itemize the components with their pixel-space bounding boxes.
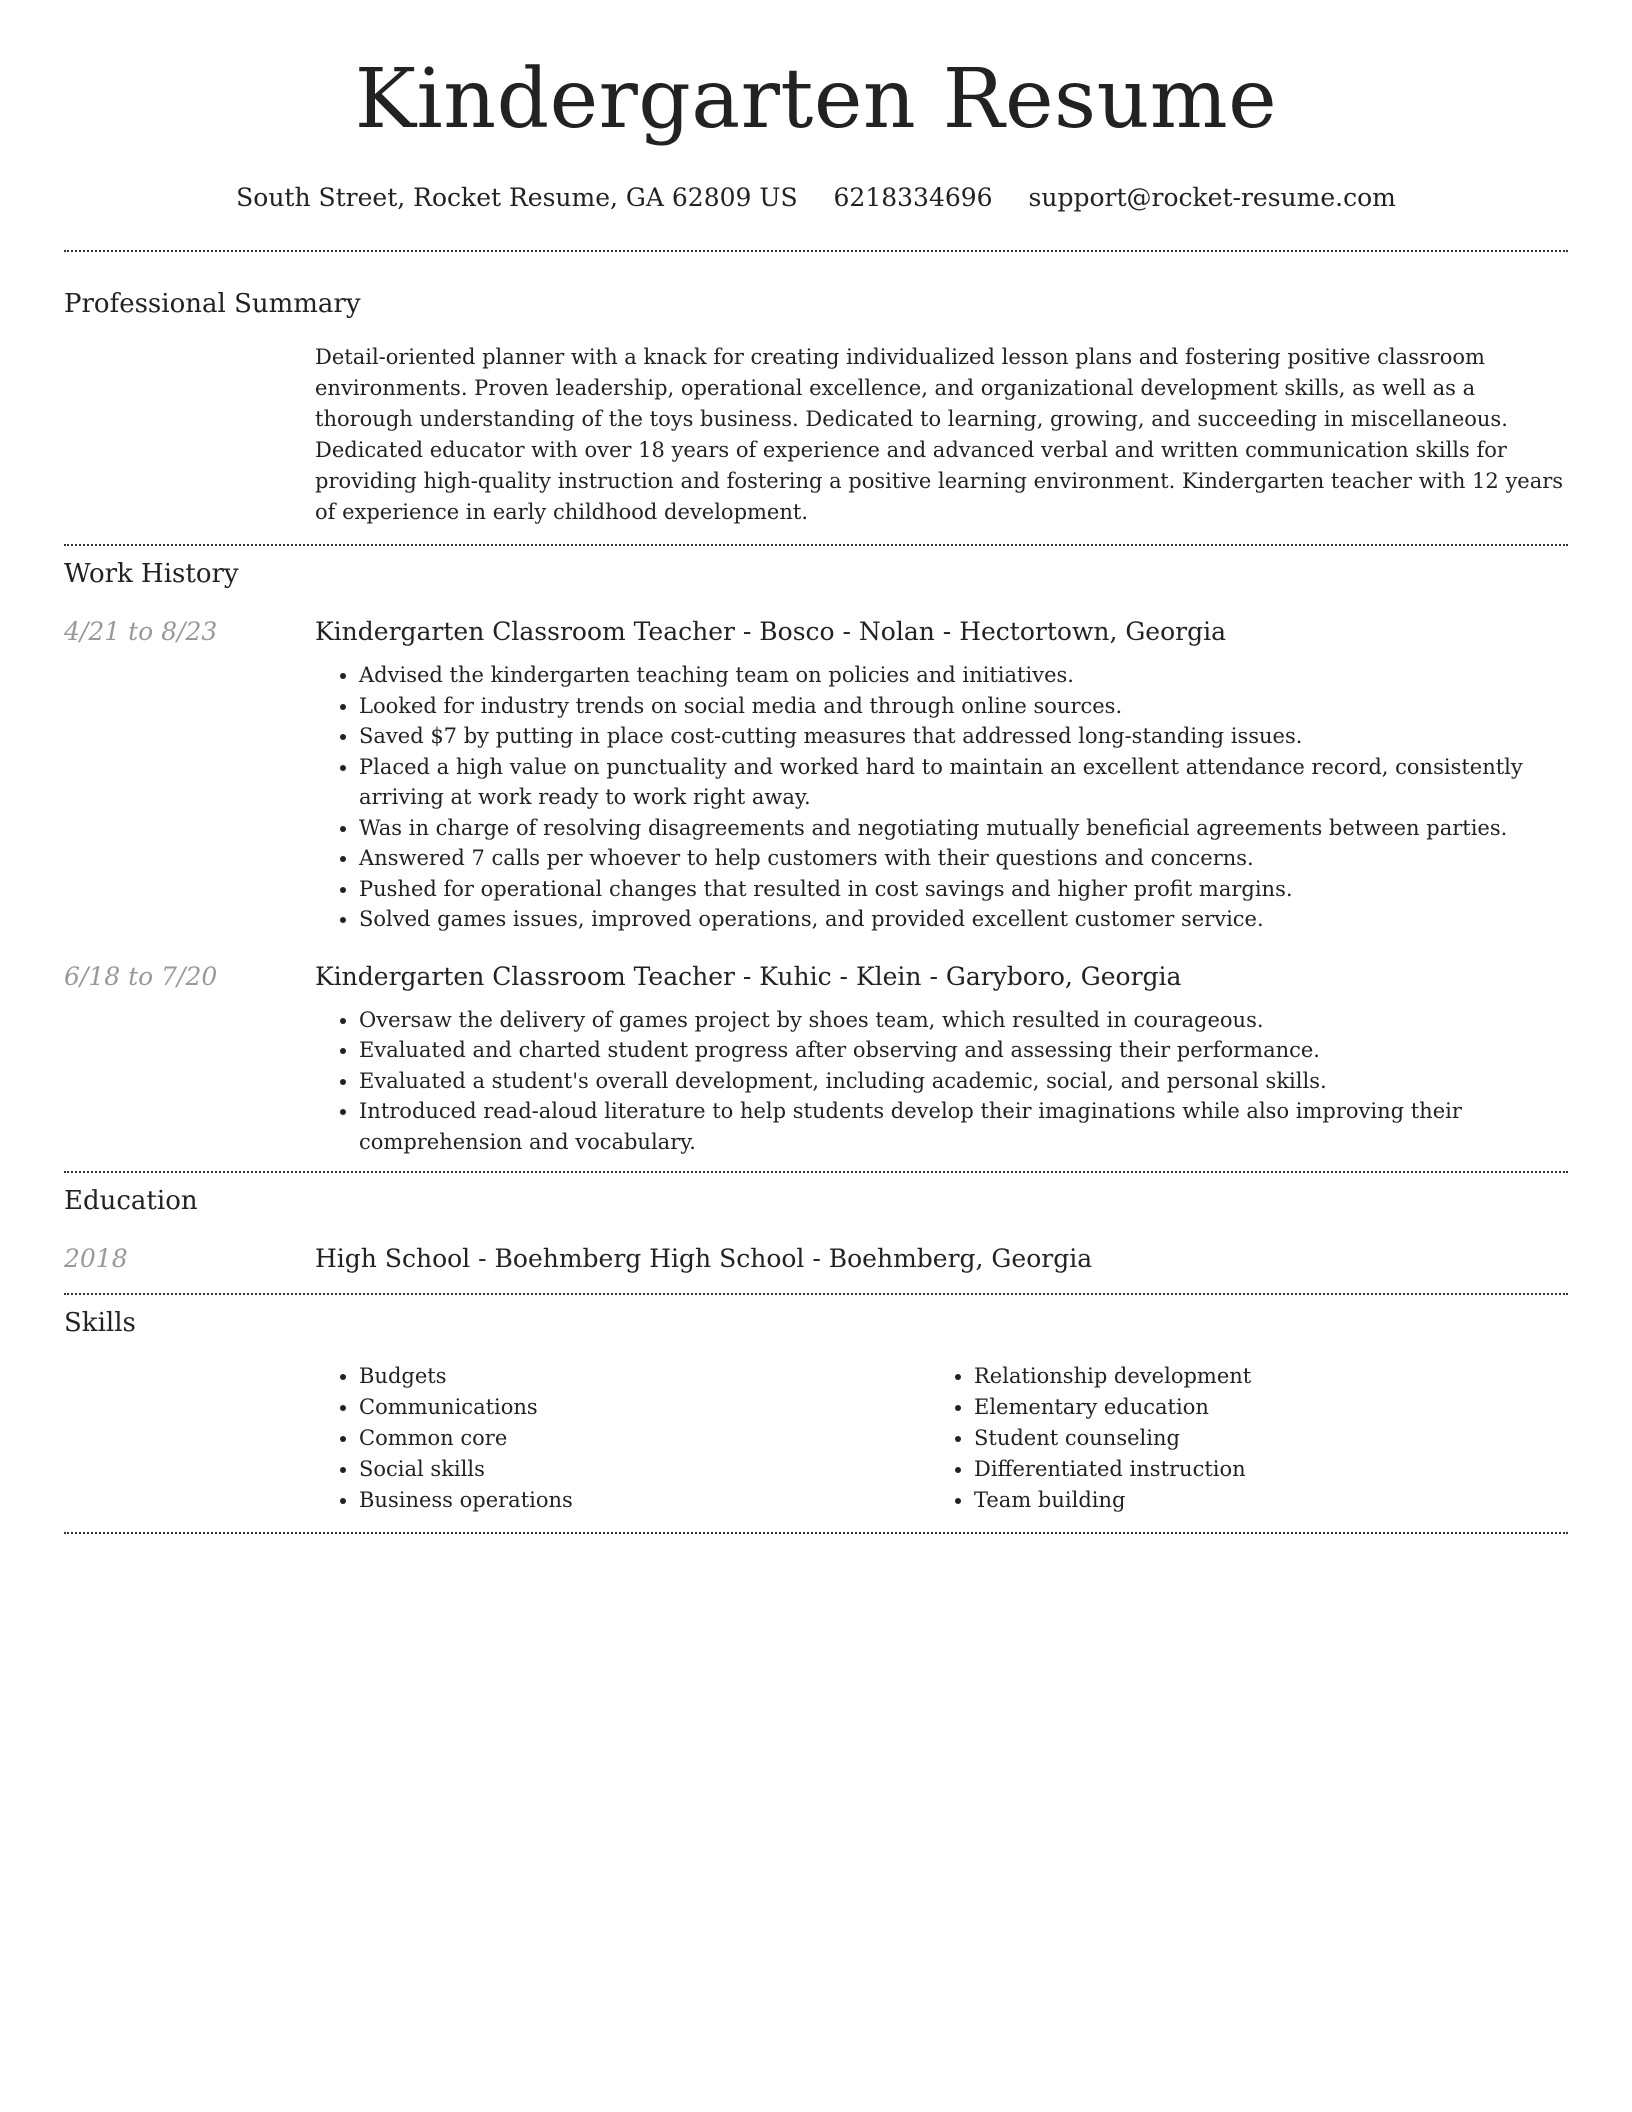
section-title-skills: Skills	[64, 1308, 136, 1338]
job-heading: Kindergarten Classroom Teacher - Bosco - Nolan - Hectortown, Georgia	[315, 617, 1227, 646]
list-item: • Looked for industry trends on social media and through online sources.	[359, 691, 1568, 722]
list-item: • Evaluated a student's overall development, including academic, social, and personal skills.	[359, 1066, 1568, 1097]
resume-name: Kindergarten Resume	[354, 52, 1278, 147]
job-dates: 4/21 to 8/23	[64, 617, 218, 646]
contact-line	[64, 182, 1568, 214]
list-item: • Oversaw the delivery of games project by shoes team, which resulted in courageous.	[359, 1005, 1568, 1036]
skill-item: • Communications	[359, 1392, 930, 1423]
work-history-section	[64, 546, 1568, 1157]
job-bullets	[315, 660, 1568, 935]
skills-section	[64, 1295, 1568, 1516]
summary-section	[64, 252, 1568, 528]
education-section	[64, 1173, 1568, 1275]
list-item: • Solved games issues, improved operations, and provided excellent customer service.	[359, 904, 1568, 935]
list-item: • Advised the kindergarten teaching team on policies and initiatives.	[359, 660, 1568, 691]
section-title-summary: Professional Summary	[64, 289, 361, 319]
skills-list	[315, 1361, 1568, 1516]
skill-item: • Team building	[974, 1485, 1545, 1516]
skill-item: • Elementary education	[974, 1392, 1545, 1423]
list-item: • Pushed for operational changes that resulted in cost savings and higher profit margins.	[359, 874, 1568, 905]
skill-item: • Budgets	[359, 1361, 930, 1392]
skill-item: • Social skills	[359, 1454, 930, 1485]
job-bullets	[315, 1005, 1568, 1158]
divider	[64, 1532, 1568, 1534]
list-item: • Saved $7 by putting in place cost-cutting measures that addressed long-standing issues.	[359, 721, 1568, 752]
skill-item: • Common core	[359, 1423, 930, 1454]
section-title-work: Work History	[64, 559, 239, 589]
skill-item: • Relationship development	[974, 1361, 1545, 1392]
education-entry	[64, 1243, 1568, 1275]
list-item: • Placed a high value on punctuality and worked hard to maintain an excellent attendance record, consistently arriving at work ready to work right away.	[359, 752, 1568, 813]
list-item: • Evaluated and charted student progress after observing and assessing their performance.	[359, 1035, 1568, 1066]
list-item: • Introduced read-aloud literature to help students develop their imaginations while also improving their comprehension and vocabulary.	[359, 1096, 1568, 1157]
contact-phone: 6218334696	[833, 183, 993, 212]
list-item: • Answered 7 calls per whoever to help customers with their questions and concerns.	[359, 843, 1568, 874]
job-dates: 6/18 to 7/20	[64, 961, 218, 991]
education-heading: High School - Boehmberg High School - Boehmberg, Georgia	[315, 1244, 1093, 1273]
job-entry	[64, 961, 1568, 1158]
skill-item: • Business operations	[359, 1485, 930, 1516]
skill-item: • Differentiated instruction	[974, 1454, 1545, 1485]
skills-column-left	[315, 1361, 930, 1516]
summary-text: Detail-oriented planner with a knack for creating individualized lesson plans and fostering positive classroom environments. Proven leadership, operational excellence, and organizational development skills, as well as a thorough understanding of the toys business. Dedicated to learning, growing, and succeeding in miscellaneous. Dedicated educator with over 18 years of experience and advanced verbal and written communication skills for providing high-quality instruction and fostering a positive learning environment. Kindergarten teacher with 12 years of experience in early childhood development.	[315, 345, 1564, 524]
job-entry	[64, 616, 1568, 935]
section-title-education: Education	[64, 1186, 198, 1216]
job-heading: Kindergarten Classroom Teacher - Kuhic - Klein - Garyboro, Georgia	[315, 961, 1182, 991]
list-item: • Was in charge of resolving disagreements and negotiating mutually beneficial agreements between parties.	[359, 813, 1568, 844]
education-year: 2018	[64, 1244, 128, 1273]
contact-email: support@rocket-resume.com	[1028, 183, 1396, 212]
skills-column-right	[930, 1361, 1545, 1516]
contact-address: South Street, Rocket Resume, GA 62809 US	[236, 183, 798, 212]
skill-item: • Student counseling	[974, 1423, 1545, 1454]
